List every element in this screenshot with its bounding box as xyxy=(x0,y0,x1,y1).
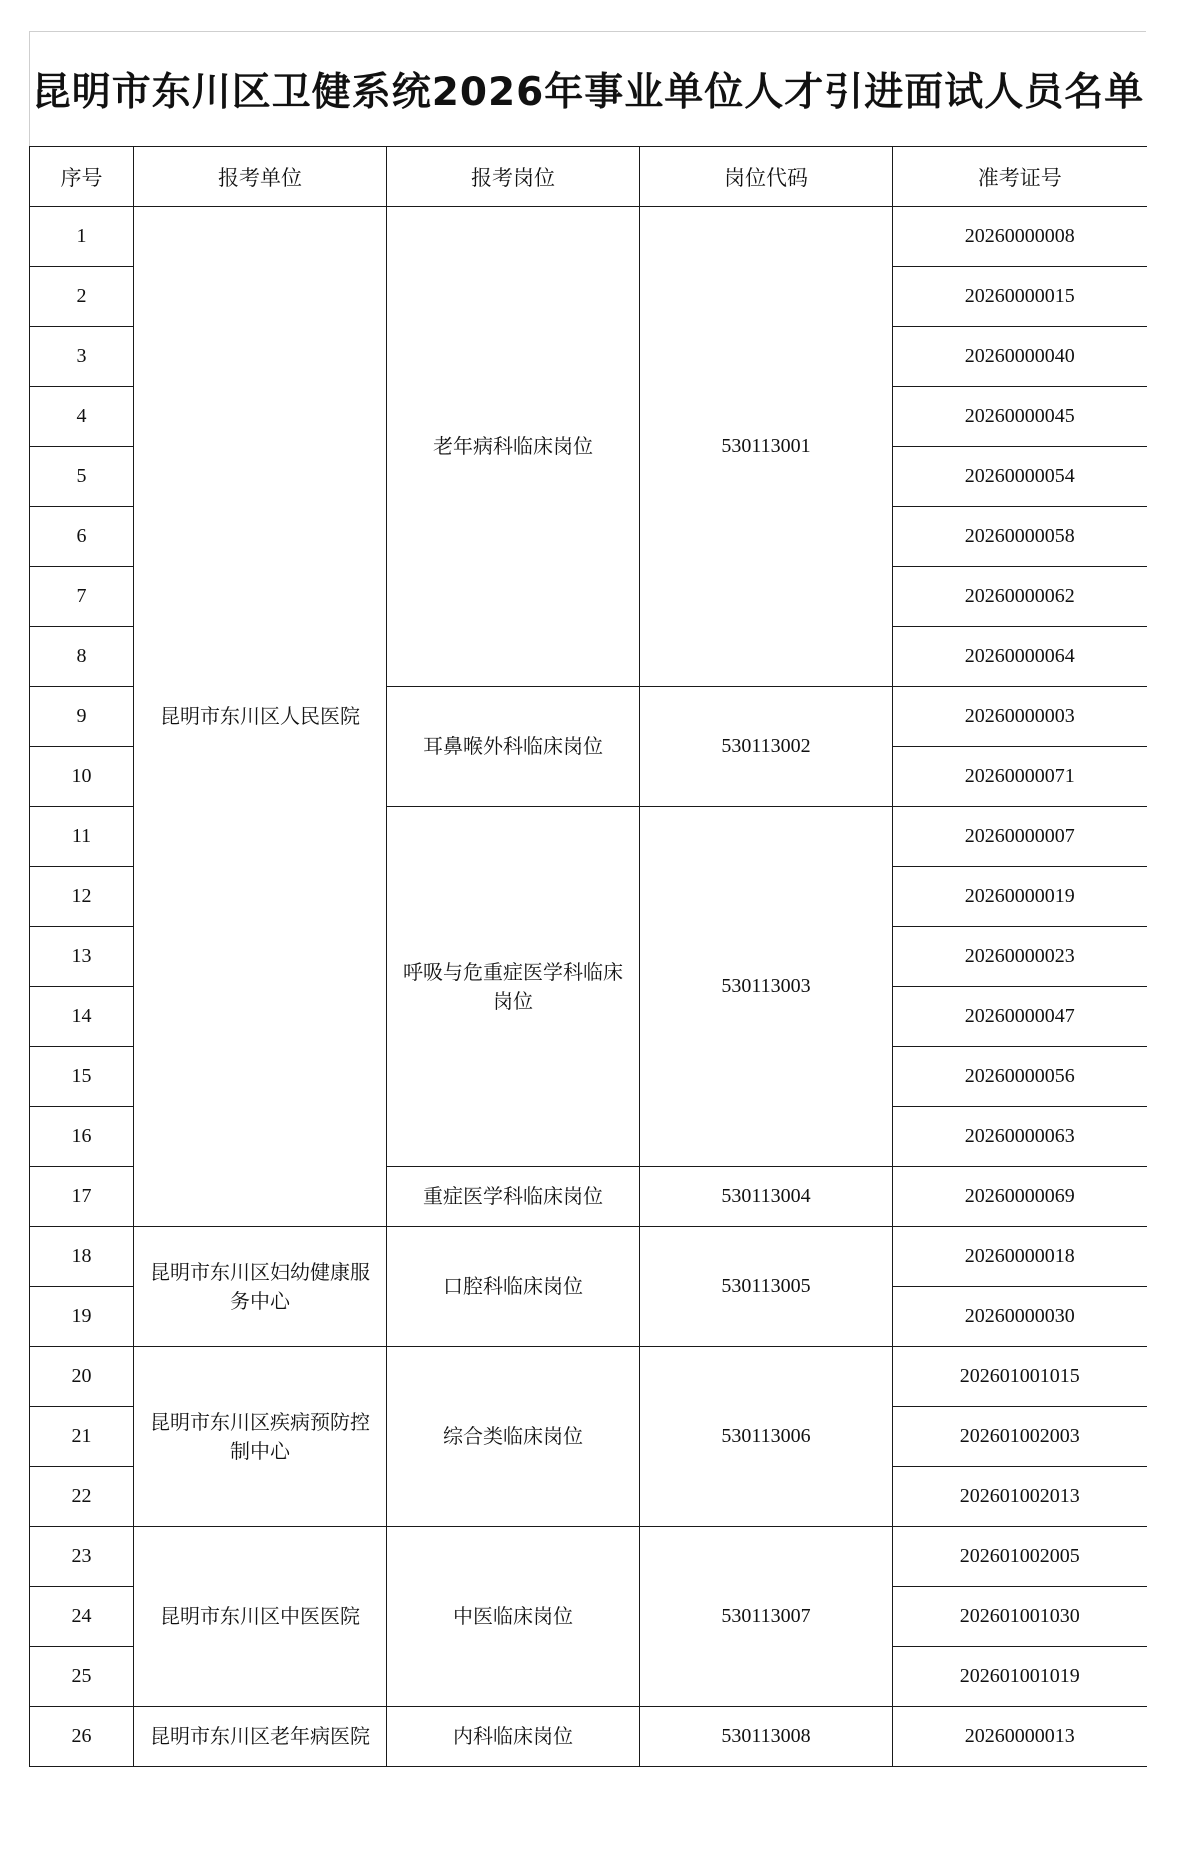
candidate-table xyxy=(29,146,1147,1767)
ticket-number-cell: 20260000008 xyxy=(893,207,1147,267)
position-code-cell: 530113002 xyxy=(640,687,893,807)
position-cell: 老年病科临床岗位 xyxy=(387,207,640,687)
unit-cell: 昆明市东川区中医医院 xyxy=(134,1527,387,1707)
unit-cell: 昆明市东川区老年病医院 xyxy=(134,1707,387,1767)
table-row xyxy=(30,1227,1147,1287)
position-code-cell: 530113001 xyxy=(640,207,893,687)
ticket-number-cell: 20260000013 xyxy=(893,1707,1147,1767)
ticket-number-cell: 20260000047 xyxy=(893,987,1147,1047)
seq-cell: 6 xyxy=(30,507,134,567)
seq-cell: 17 xyxy=(30,1167,134,1227)
position-cell: 口腔科临床岗位 xyxy=(387,1227,640,1347)
seq-cell: 5 xyxy=(30,447,134,507)
seq-cell: 13 xyxy=(30,927,134,987)
seq-cell: 9 xyxy=(30,687,134,747)
ticket-number-cell: 20260000069 xyxy=(893,1167,1147,1227)
seq-cell: 15 xyxy=(30,1047,134,1107)
ticket-number-cell: 20260000003 xyxy=(893,687,1147,747)
seq-cell: 19 xyxy=(30,1287,134,1347)
unit-cell: 昆明市东川区人民医院 xyxy=(134,207,387,1227)
ticket-number-cell: 20260000040 xyxy=(893,327,1147,387)
ticket-number-cell: 202601001019 xyxy=(893,1647,1147,1707)
header-ticket-number: 准考证号 xyxy=(893,147,1147,207)
unit-cell: 昆明市东川区疾病预防控制中心 xyxy=(134,1347,387,1527)
ticket-number-cell: 20260000056 xyxy=(893,1047,1147,1107)
ticket-number-cell: 20260000071 xyxy=(893,747,1147,807)
ticket-number-cell: 20260000018 xyxy=(893,1227,1147,1287)
position-cell: 中医临床岗位 xyxy=(387,1527,640,1707)
seq-cell: 23 xyxy=(30,1527,134,1587)
ticket-number-cell: 20260000045 xyxy=(893,387,1147,447)
seq-cell: 24 xyxy=(30,1587,134,1647)
table-body xyxy=(30,207,1147,1767)
seq-cell: 7 xyxy=(30,567,134,627)
header-position: 报考岗位 xyxy=(387,147,640,207)
seq-cell: 1 xyxy=(30,207,134,267)
ticket-number-cell: 202601002003 xyxy=(893,1407,1147,1467)
table-row xyxy=(30,1527,1147,1587)
ticket-number-cell: 20260000058 xyxy=(893,507,1147,567)
seq-cell: 8 xyxy=(30,627,134,687)
seq-cell: 18 xyxy=(30,1227,134,1287)
unit-cell: 昆明市东川区妇幼健康服务中心 xyxy=(134,1227,387,1347)
seq-cell: 11 xyxy=(30,807,134,867)
seq-cell: 2 xyxy=(30,267,134,327)
position-code-cell: 530113008 xyxy=(640,1707,893,1767)
ticket-number-cell: 20260000062 xyxy=(893,567,1147,627)
seq-cell: 25 xyxy=(30,1647,134,1707)
position-code-cell: 530113006 xyxy=(640,1347,893,1527)
seq-cell: 4 xyxy=(30,387,134,447)
seq-cell: 14 xyxy=(30,987,134,1047)
seq-cell: 3 xyxy=(30,327,134,387)
seq-cell: 12 xyxy=(30,867,134,927)
table-row xyxy=(30,207,1147,267)
seq-cell: 21 xyxy=(30,1407,134,1467)
seq-cell: 20 xyxy=(30,1347,134,1407)
ticket-number-cell: 20260000063 xyxy=(893,1107,1147,1167)
title-box xyxy=(29,31,1146,146)
document-sheet xyxy=(29,31,1146,1767)
ticket-number-cell: 202601001030 xyxy=(893,1587,1147,1647)
ticket-number-cell: 20260000023 xyxy=(893,927,1147,987)
position-code-cell: 530113004 xyxy=(640,1167,893,1227)
ticket-number-cell: 20260000019 xyxy=(893,867,1147,927)
seq-cell: 16 xyxy=(30,1107,134,1167)
page-title: 昆明市东川区卫健系统2026年事业单位人才引进面试人员名单 xyxy=(31,70,1145,115)
ticket-number-cell: 20260000064 xyxy=(893,627,1147,687)
position-code-cell: 530113005 xyxy=(640,1227,893,1347)
header-position-code: 岗位代码 xyxy=(640,147,893,207)
position-cell: 重症医学科临床岗位 xyxy=(387,1167,640,1227)
table-row xyxy=(30,1707,1147,1767)
position-cell: 耳鼻喉外科临床岗位 xyxy=(387,687,640,807)
header-seq: 序号 xyxy=(30,147,134,207)
seq-cell: 22 xyxy=(30,1467,134,1527)
table-header-row xyxy=(30,147,1147,207)
position-cell: 综合类临床岗位 xyxy=(387,1347,640,1527)
position-cell: 内科临床岗位 xyxy=(387,1707,640,1767)
ticket-number-cell: 20260000015 xyxy=(893,267,1147,327)
position-code-cell: 530113003 xyxy=(640,807,893,1167)
ticket-number-cell: 202601002013 xyxy=(893,1467,1147,1527)
seq-cell: 10 xyxy=(30,747,134,807)
ticket-number-cell: 202601002005 xyxy=(893,1527,1147,1587)
ticket-number-cell: 20260000007 xyxy=(893,807,1147,867)
table-row xyxy=(30,1347,1147,1407)
ticket-number-cell: 20260000054 xyxy=(893,447,1147,507)
header-unit: 报考单位 xyxy=(134,147,387,207)
seq-cell: 26 xyxy=(30,1707,134,1767)
position-cell: 呼吸与危重症医学科临床岗位 xyxy=(387,807,640,1167)
position-code-cell: 530113007 xyxy=(640,1527,893,1707)
ticket-number-cell: 202601001015 xyxy=(893,1347,1147,1407)
ticket-number-cell: 20260000030 xyxy=(893,1287,1147,1347)
